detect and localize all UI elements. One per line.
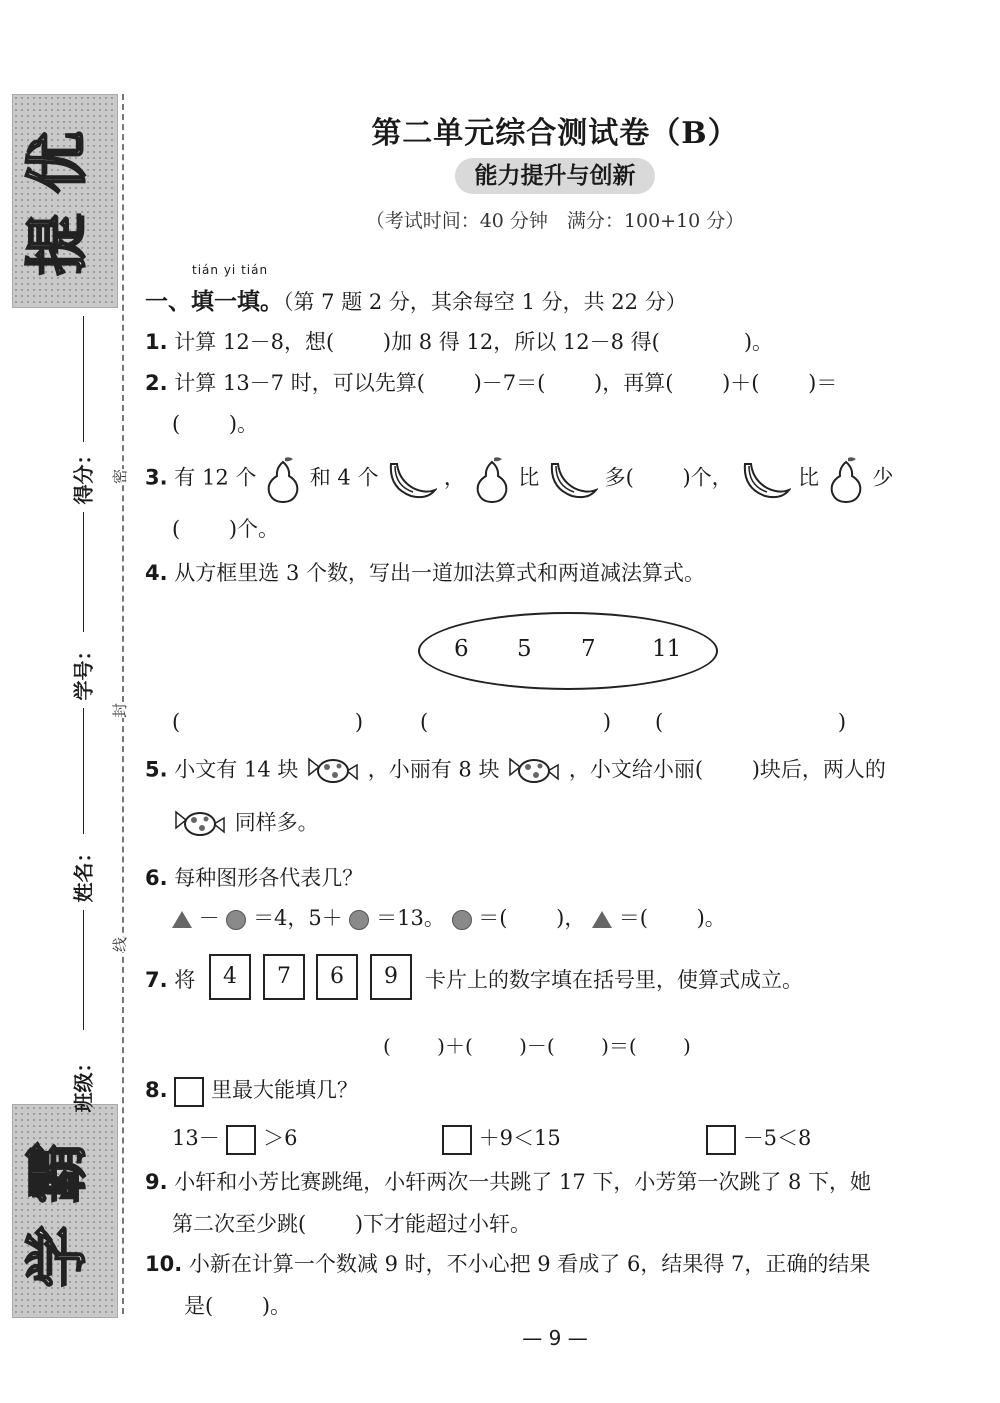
question-8-item-3 (706, 1122, 811, 1155)
q3-text-g: 少 (872, 465, 894, 490)
question-10-line2: 是( )。 (184, 1294, 292, 1318)
q5-text-a: 小文有 14 块 (174, 757, 299, 782)
score-label: 得分： (71, 444, 96, 505)
score-line (83, 316, 84, 442)
question-5-line2 (172, 806, 319, 842)
question-8-item-1 (172, 1122, 297, 1155)
subtitle-badge: 能力提升与创新 (455, 158, 655, 194)
question-text: 小轩和小芳比赛跳绳，小轩两次一共跳了 17 下，小芳第一次跳了 8 下，她 (174, 1170, 872, 1194)
exam-info: （考试时间：40 分钟 满分：100+10 分） (365, 210, 745, 232)
answer-blank[interactable]: ( ) (172, 710, 364, 734)
q8-item3: －5＜8 (742, 1126, 812, 1150)
q7-text-a: 将 (174, 968, 196, 992)
answer-blank[interactable]: ( ) (655, 710, 847, 734)
ellipse-number: 7 (581, 636, 596, 662)
side-char-ti: 提 (20, 213, 94, 276)
q3-text-e: 多( )个， (604, 465, 733, 490)
q3-text-f: 比 (798, 465, 820, 490)
question-7-text: 卡片上的数字填在括号里，使算式成立。 (425, 968, 803, 992)
page-title: 第二单元综合测试卷（B） (371, 116, 739, 151)
number-card: 6 (316, 954, 358, 1000)
side-char-xue: 学 (20, 1225, 94, 1288)
ellipse-number: 5 (517, 636, 532, 662)
question-text: 小新在计算一个数减 9 时，不小心把 9 看成了 6，结果得 7，正确的结果 (188, 1252, 871, 1276)
name-line (83, 708, 84, 834)
page-number: — 9 — (522, 1326, 588, 1350)
question-text: 里最大能填几？ (210, 1078, 358, 1102)
section-heading (145, 283, 687, 316)
side-char-you: 优 (20, 131, 94, 194)
q3-text-b: 和 4 个 (309, 465, 379, 490)
seal-char-xian: 线 (107, 937, 132, 952)
question-text: 计算 12－8，想( )加 8 得 12，所以 12－8 得( )。 (174, 330, 774, 354)
blank-box[interactable] (226, 1125, 256, 1155)
pear-icon (826, 454, 866, 504)
question-number: 9. (145, 1170, 168, 1194)
question-number: 8. (145, 1078, 168, 1102)
q6-eq-a: － (198, 906, 220, 930)
answer-blank[interactable]: ( ) (420, 710, 612, 734)
q5-text-c: ，小文给小丽( )块后，两人的 (568, 757, 886, 782)
question-text: 计算 13－7 时，可以先算( )－7＝( )，再算( )＋( )＝ (174, 371, 838, 395)
section-pinyin: tián yi tián (192, 263, 269, 277)
question-number: 2. (145, 371, 168, 395)
question-number: 10. (145, 1252, 183, 1276)
pear-icon (263, 454, 303, 504)
circle-icon (349, 910, 369, 930)
q8-item1-b: ＞6 (263, 1126, 298, 1150)
banana-icon (739, 456, 791, 502)
question-number: 1. (145, 330, 168, 354)
triangle-icon (172, 911, 192, 928)
number-card: 9 (370, 954, 412, 1000)
question-7 (145, 964, 195, 994)
name-label: 姓名： (71, 842, 96, 903)
blank-box[interactable] (706, 1125, 736, 1155)
circle-icon (452, 910, 472, 930)
circle-icon (226, 910, 246, 930)
question-3-line2: ( )个。 (172, 517, 280, 541)
seal-char-mi: 密 (107, 469, 132, 484)
question-6 (145, 862, 363, 892)
q6-eq-e: ＝( )。 (618, 906, 726, 930)
q3-text-d: 比 (518, 465, 540, 490)
question-9 (145, 1166, 871, 1196)
question-8 (145, 1074, 358, 1107)
q6-eq-c: ＝13。 (376, 906, 445, 930)
question-number: 3. (145, 465, 168, 490)
question-number: 7. (145, 968, 168, 992)
student-id-label: 学号： (71, 640, 96, 701)
seal-char-feng: 封 (107, 703, 132, 718)
ellipse-number: 11 (652, 636, 682, 662)
banana-icon (385, 456, 437, 502)
question-8-item-2 (442, 1122, 561, 1155)
candy-icon (506, 753, 562, 789)
section-note: （第 7 题 2 分，其余每空 1 分，共 22 分） (283, 290, 687, 314)
side-char-ba: 霸 (20, 1141, 94, 1204)
q6-eq-b: ＝4，5＋ (253, 906, 343, 930)
question-7-formula: ( )＋( )－( )＝( ) (383, 1034, 691, 1058)
q8-item1-a: 13－ (172, 1126, 220, 1150)
question-6-equations (172, 902, 726, 932)
blank-box[interactable] (442, 1125, 472, 1155)
blank-box[interactable] (174, 1077, 204, 1107)
question-2 (145, 367, 837, 397)
question-number: 5. (145, 757, 168, 782)
candy-icon (172, 806, 228, 842)
number-card: 4 (209, 954, 251, 1000)
question-10 (145, 1248, 870, 1278)
banana-icon (546, 456, 598, 502)
q3-text-c: ， (443, 465, 465, 490)
question-1 (145, 326, 773, 356)
class-label: 班级： (71, 1052, 96, 1113)
q3-text-a: 有 12 个 (174, 465, 257, 490)
question-9-line2: 第二次至少跳( )下才能超过小轩。 (172, 1212, 532, 1236)
number-card: 7 (263, 954, 305, 1000)
section-title: 一、填一填。 (145, 289, 283, 315)
ellipse-number: 6 (454, 636, 469, 662)
q8-item2: ＋9＜15 (478, 1126, 561, 1150)
question-text: 每种图形各代表几？ (174, 866, 364, 890)
triangle-icon (592, 911, 612, 928)
question-4 (145, 557, 705, 587)
question-2-line2: ( )。 (172, 412, 259, 436)
q6-eq-d: ＝( )， (478, 906, 586, 930)
candy-icon (305, 753, 361, 789)
question-3 (145, 454, 893, 504)
id-line (83, 512, 84, 632)
question-number: 4. (145, 561, 168, 585)
question-text: 从方框里选 3 个数，写出一道加法算式和两道减法算式。 (174, 561, 705, 585)
q5-text-d: 同样多。 (234, 810, 319, 835)
class-line (83, 910, 84, 1030)
pear-icon (472, 454, 512, 504)
question-number: 6. (145, 866, 168, 890)
q5-text-b: ，小丽有 8 块 (367, 757, 500, 782)
question-5 (145, 753, 886, 789)
